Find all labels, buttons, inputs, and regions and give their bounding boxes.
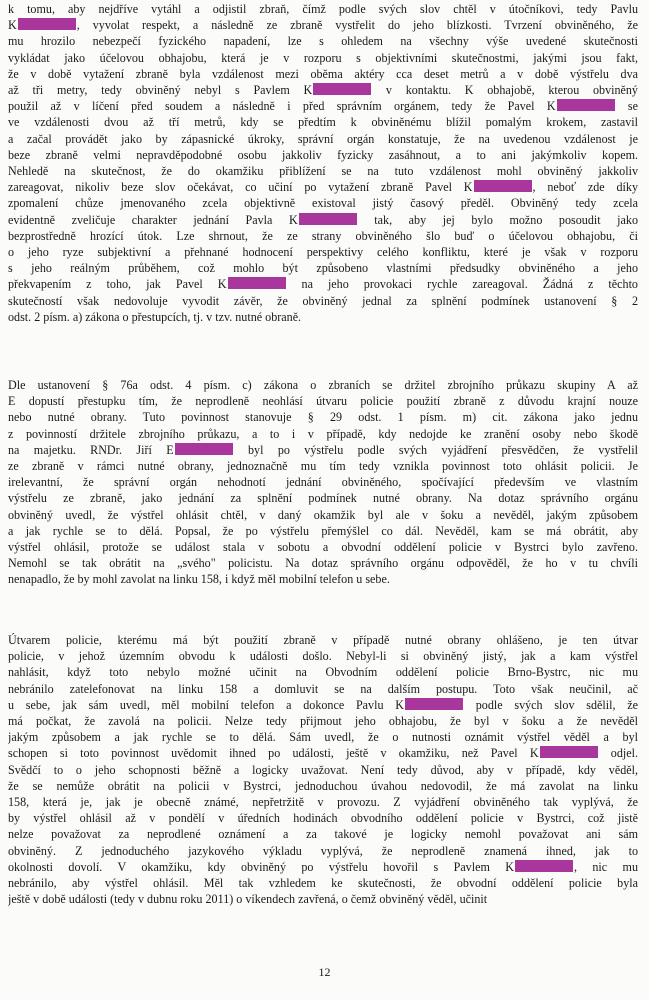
text-segment: evidentně zveličuje charakter jednání Pavla K bbox=[8, 212, 298, 227]
text-line bbox=[8, 1, 638, 17]
text-segment: překvapením z toho, jak Pavel K bbox=[8, 277, 227, 292]
text-segment: o jeho ryze subjektivní a přehnané hodnocení perspektivy celého konfliktu, které je však v rozporu bbox=[8, 245, 638, 260]
text-segment: na jeho provokaci rychle zareagoval. Žádná z těchto bbox=[286, 277, 638, 292]
text-segment: Útvarem policie, kterému má být použití zbraně v případě nutné obrany ohlášeno, je ten útvar bbox=[8, 633, 638, 647]
text-line bbox=[8, 426, 638, 442]
text-line bbox=[8, 293, 638, 309]
text-segment: v kontaktu. K obhajobě, kterou obviněný bbox=[372, 83, 638, 98]
text-line bbox=[8, 147, 638, 163]
text-line bbox=[8, 474, 638, 490]
text-segment: a jak rychle se to dělá. Popsal, že po výstřelu přemýšlel co dál. Nevěděl, kam se má obrátit, aby bbox=[8, 523, 638, 538]
text-segment: na majetku. RNDr. Jiří E bbox=[8, 442, 174, 457]
redaction-box bbox=[474, 180, 532, 192]
text-line bbox=[8, 244, 638, 260]
text-line bbox=[8, 648, 638, 664]
text-line bbox=[8, 228, 638, 244]
redaction-box bbox=[18, 18, 76, 30]
text-segment: bezprostředně hrozící útok. Lze shrnout, že ze strany obviněného šlo buď o účelovou obhajobu, či bbox=[8, 228, 638, 243]
text-segment: byl po výstřelu podle svých vyjádření přesvědčen, že vystřelil bbox=[233, 442, 638, 457]
text-segment: nelze považovat za neprodlené oznámení a za takové je logicky nemohl považovat ani sám bbox=[8, 827, 638, 842]
text-line bbox=[8, 163, 638, 179]
text-segment: skutečností však nedovoluje vyvodit závěr, že obviněný jednal za splnění podmínek ustanovení § 2 bbox=[8, 293, 638, 308]
text-segment: z povinností držitele zbrojního průkazu, a to i v případě, kdy nedojde ke zranění osoby nebo škodě bbox=[8, 426, 638, 441]
text-line bbox=[8, 555, 638, 571]
text-segment: policie, v jehož územním obvodu k události došlo. Nebyl-li si obviněný jistý, jak a kam výstřel bbox=[8, 649, 638, 664]
redaction-box bbox=[313, 83, 371, 95]
text-line bbox=[8, 490, 638, 506]
text-line bbox=[8, 458, 638, 474]
text-segment: nebránilo zatelefonovat na linku 158 a domluvit se na dalším postupu. Toto však neučinil, ač bbox=[8, 681, 638, 696]
text-line bbox=[8, 409, 638, 425]
text-segment: vykládat jako účelovou obhajobu, která je v rozporu s objektivními skutečnostmi, jakými jsou fakt, bbox=[8, 50, 638, 65]
text-segment: schopen si toto povinnost uvědomit ihned po události, ještě v okamžiku, než Pavel K bbox=[8, 746, 539, 761]
text-line bbox=[8, 260, 638, 276]
text-segment: tak, aby jej bylo možno posoudit jako bbox=[357, 212, 638, 227]
text-segment: nahlásit, když toto nebylo možné učinit na Obvodním oddělení policie Brno-Bystrc, nic mu bbox=[8, 665, 638, 680]
text-line bbox=[8, 114, 638, 130]
text-line bbox=[8, 681, 638, 697]
text-line bbox=[8, 875, 638, 891]
text-line bbox=[8, 523, 638, 539]
text-line bbox=[8, 810, 638, 826]
text-line bbox=[8, 539, 638, 555]
text-line bbox=[8, 50, 638, 66]
text-segment: K bbox=[8, 18, 17, 33]
redaction-box bbox=[540, 746, 598, 758]
text-segment: 158, která je, jak je obecně známé, nepřetržitě v provozu. Z vyjádření obviněného tak vyplývá, že bbox=[8, 795, 638, 810]
text-line bbox=[8, 859, 638, 875]
text-line bbox=[8, 195, 638, 211]
page-number: 12 bbox=[318, 965, 331, 979]
text-line bbox=[8, 82, 638, 98]
paragraph-2 bbox=[8, 377, 638, 588]
text-segment: obviněný. Z jednoduchého jazykového výkladu vyplývá, že neprodleně znamená ihned, jak to bbox=[8, 843, 638, 858]
redaction-box bbox=[405, 698, 463, 710]
text-segment: okolnosti dovolí. V okamžiku, kdy obviněný po výstřelu hovořil s Pavlem K bbox=[8, 859, 514, 874]
text-segment: odjel. bbox=[598, 746, 638, 761]
text-line bbox=[8, 713, 638, 729]
text-segment: výstřelu ze zbraně, jako jednání za splnění podmínek nutné obrany. Na dotaz správního orgánu bbox=[8, 491, 638, 506]
text-segment: ve vzdálenosti dvou až tří metrů, kdy se předtím k obviněnému blížil pomalým krokem, zastavil bbox=[8, 115, 638, 130]
text-segment: E dopustí přestupku tím, že neprodleně neohlásí útvaru policie použití zbraně z důvodu krajní nouze bbox=[8, 394, 638, 409]
redaction-box bbox=[175, 443, 233, 455]
text-line bbox=[8, 571, 638, 587]
text-line bbox=[8, 697, 638, 713]
text-line bbox=[8, 843, 638, 859]
text-line bbox=[8, 276, 638, 292]
text-line bbox=[8, 179, 638, 195]
text-line bbox=[8, 745, 638, 761]
text-line bbox=[8, 632, 638, 648]
text-line bbox=[8, 309, 638, 325]
text-segment: Svědčí to o jeho schopnosti běžně a logicky uvažovat. Není tedy důvod, aby v případě, kdy věděl, bbox=[8, 762, 638, 777]
text-segment: podle svých slov sdělil, že bbox=[464, 697, 638, 712]
text-segment: nenapadlo, že by mohl zavolat na linku 158, i když měl mobilní telefon u sebe. bbox=[8, 572, 390, 587]
text-segment: mu hrozilo nebezpečí fyzického napadení, lze s ohledem na všechny výše uvedené skutečnosti bbox=[8, 34, 638, 49]
text-segment: by výstřel ohlásil až v pondělí v úředních hodinách obvodního oddělení policie v Bystrci, což jistě bbox=[8, 811, 638, 826]
redaction-box bbox=[228, 277, 286, 289]
text-segment: má počkat, že zavolá na policii. Nelze tedy přijmout jeho obhajobu, že byl v šoku a že nevěděl bbox=[8, 714, 638, 729]
text-segment: až tři metry, tedy obviněný nebyl s Pavlem K bbox=[8, 83, 313, 98]
text-segment: nebránilo, aby výstřel ohlásil. Měl tak vzhledem ke skutečnosti, že obvodní oddělení policie byla bbox=[8, 876, 638, 891]
text-line bbox=[8, 66, 638, 82]
text-segment: , vyvolat respekt, a následně ze zbraně vystřelit do jeho blízkosti. Tvrzení obviněného, že bbox=[76, 18, 638, 33]
text-line bbox=[8, 131, 638, 147]
text-segment: k tomu, aby nejdříve vytáhl a odjistil zbraň, čímž podle svých slov chtěl v útočníkovi, tedy Pavlu bbox=[8, 2, 638, 16]
text-segment: , nic mu bbox=[573, 859, 638, 874]
text-segment: u sebe, jak sám uvedl, měl mobilní telefon a dokonce Pavlu K bbox=[8, 697, 404, 712]
text-line bbox=[8, 98, 638, 114]
text-segment: Dle ustanovení § 76a odst. 4 písm. c) zákona o zbraních se držitel zbrojního průkazu skupiny A až bbox=[8, 378, 638, 392]
paragraph-1 bbox=[8, 1, 638, 325]
text-segment: nebo nutné obrany. Tuto povinnost stanovuje § 29 odst. 1 písm. m) cit. zákona jako jednu bbox=[8, 410, 638, 425]
text-segment: a začal provádět jako by zápasnické úkroky, správní orgán konstatuje, že na uvedenou vzdálenost je bbox=[8, 131, 638, 146]
paragraph-3 bbox=[8, 632, 638, 907]
redaction-box bbox=[557, 99, 615, 111]
text-segment: s jeho reálným průběhem, což mohlo být způsobeno vlastními předsudky obviněného a jeho bbox=[8, 261, 638, 276]
text-segment: jakým způsobem a jak rychle se to dělá. Sám uvedl, že o nutnosti oznámit výstřel věděl a byl bbox=[8, 730, 638, 745]
text-segment: zareagovat, nikoliv beze slov očekávat, co učiní po vytažení zbraně Pavel K bbox=[8, 180, 473, 195]
text-line bbox=[8, 729, 638, 745]
text-line bbox=[8, 794, 638, 810]
text-segment: výstřel ohlásil, protože se událost stala v sobotu a obvodní oddělení policie v Bystrci bylo zavřeno. bbox=[8, 540, 638, 555]
text-line bbox=[8, 377, 638, 393]
text-segment: použil až v líčení před soudem a následně i před správním orgánem, tedy že Pavel K bbox=[8, 99, 556, 114]
text-segment: obviněný uvedl, že výstřel ohlásit chtěl, v daný okamžik byl ale v šoku a nevěděl, jakým způsobem bbox=[8, 507, 638, 522]
text-segment: se bbox=[615, 99, 638, 114]
redaction-box bbox=[515, 860, 573, 872]
text-segment: že v době vytažení zbraně byla vzdálenost mezi oběma aktéry cca deset metrů a v době výstřelu dva bbox=[8, 66, 638, 81]
text-segment: zpomalení chůze jmenovaného zcela objektivně existoval jistý časový předěl. Obviněný tedy zcela bbox=[8, 196, 638, 211]
text-line bbox=[8, 33, 638, 49]
text-line bbox=[8, 762, 638, 778]
text-line bbox=[8, 212, 638, 228]
text-segment: ze zbraně v rámci nutné obrany, jednoznačně mu tím tedy vznikla povinnost toto ohlásit policii. Je bbox=[8, 459, 638, 474]
text-segment: odst. 2 písm. a) zákona o přestupcích, tj. v tzv. nutné obraně. bbox=[8, 309, 302, 324]
text-line bbox=[8, 664, 638, 680]
text-line bbox=[8, 891, 638, 907]
text-line bbox=[8, 442, 638, 458]
text-segment: že se nemůže obrátit na policii v Bystrci, jednoduchou úvahou nedovodil, že má zavolat na linku bbox=[8, 778, 638, 793]
text-segment: , neboť zde díky bbox=[532, 180, 638, 195]
text-segment: Nehledě na skutečnost, že do okamžiku přiblížení se na tuto vzdálenost mohl obviněný jakkoliv bbox=[8, 164, 638, 179]
text-segment: beze zbraně velmi nepravděpodobné osobu jakkoliv fyzicky zasáhnout, a to ani jakýmkoliv kopem. bbox=[8, 147, 638, 162]
text-line bbox=[8, 826, 638, 842]
text-line bbox=[8, 17, 638, 33]
text-segment: irelevantní, že správní orgán nehodnotí jednání obviněného, spočívající především ve vlastním bbox=[8, 475, 638, 490]
text-segment: Nemohl se tak obrátit na „svého" policistu. Na dotaz správního orgánu odpověděl, že ho v tu chvíli bbox=[8, 556, 638, 571]
text-segment: ještě v době události (tedy v dubnu roku 2011) o víkendech zavřená, o čemž obviněný věděl, učinit bbox=[8, 892, 488, 907]
text-line bbox=[8, 393, 638, 409]
text-line bbox=[8, 778, 638, 794]
redaction-box bbox=[299, 213, 357, 225]
text-line bbox=[8, 507, 638, 523]
